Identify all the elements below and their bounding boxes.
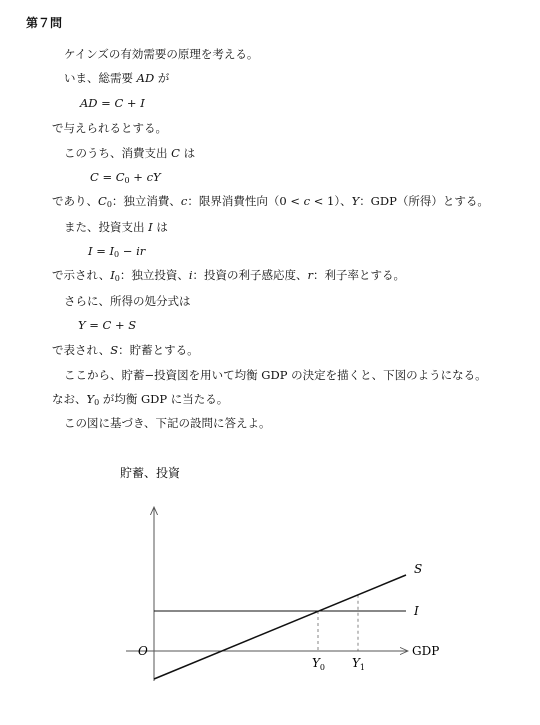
text-line-11: なお、$Y_0$ が均衡 GDP に当たる。 (52, 392, 229, 407)
x-axis-label: GDP (412, 644, 440, 658)
text-line-12: この図に基づき、下記の設問に答えよ。 (64, 416, 271, 430)
equation-aggregate-demand: AD = C + I (80, 96, 145, 110)
equation-investment: $I = I_0$ − ir (88, 244, 146, 259)
question-heading: 第７問 (26, 16, 63, 30)
y-axis-label: 貯蓄、投資 (120, 466, 181, 480)
text-line-4: このうち、消費支出 C は (64, 146, 196, 160)
text-line-7: で示され、$I_0$：独立投資、i：投資の利子感応度、r：利子率とする。 (52, 268, 406, 283)
series-label-i: I (414, 604, 419, 618)
saving-investment-chart (0, 455, 540, 720)
marker-label-y0: $Y_0$ (312, 656, 326, 672)
series-line-s (154, 575, 406, 679)
text-line-6: また、投資支出 I は (64, 220, 168, 234)
series-label-s: S (414, 562, 423, 576)
text-line-9: で表され、S：貯蓄とする。 (52, 343, 199, 357)
text-line-10: ここから、貯蓄−投資図を用いて均衡 GDP の決定を描くと、下図のようになる。 (64, 368, 487, 382)
text-line-8: さらに、所得の処分式は (64, 294, 191, 308)
origin-label: O (138, 644, 148, 658)
equation-income: Y = C + S (78, 318, 137, 332)
text-line-5: であり、$C_0$：独立消費、c：限界消費性向（0 < c < 1）、Y：GDP（所得）とする。 (52, 194, 489, 209)
equation-consumption: $C = C_0$ + cY (90, 170, 161, 185)
text-line-1: ケインズの有効需要の原理を考える。 (64, 47, 259, 61)
text-line-2: いま、総需要 AD が (64, 71, 170, 85)
text-line-3: で与えられるとする。 (52, 121, 167, 135)
marker-label-y1: $Y_1$ (352, 656, 366, 672)
